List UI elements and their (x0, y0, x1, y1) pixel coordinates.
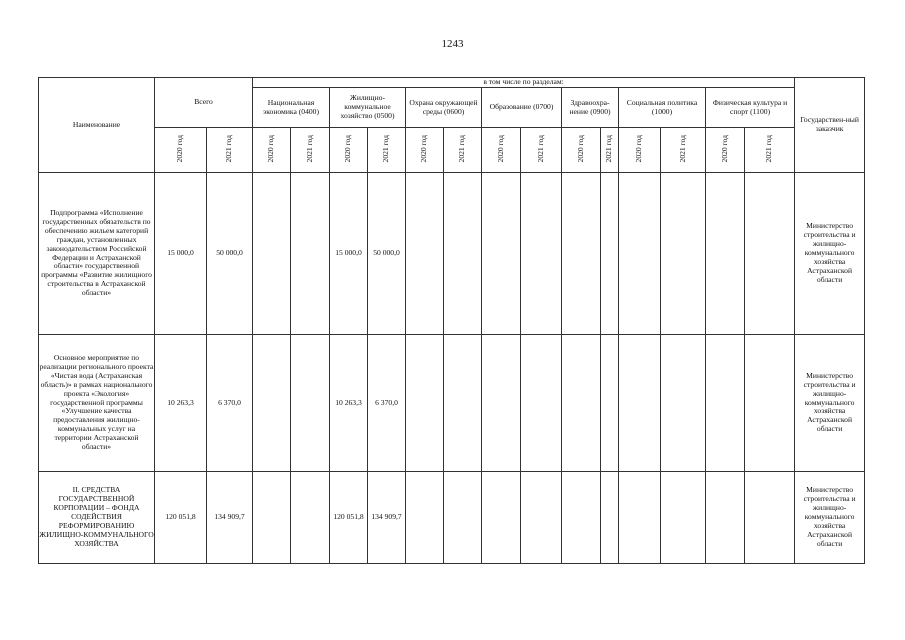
total-2020: 120 051,8 (155, 472, 207, 564)
year-label: 2021 год (764, 134, 774, 163)
total-2021: 50 000,0 (207, 173, 253, 335)
empty-cell (745, 472, 795, 564)
empty-cell (482, 335, 521, 472)
empty-cell (482, 472, 521, 564)
table-row (39, 173, 865, 335)
row-name: II. СРЕДСТВА ГОСУДАРСТВЕННОЙ КОРПОРАЦИИ – ФОНДА СОДЕЙСТВИЯ РЕФОРМИРОВАНИЮ ЖИЛИЩНО-КОММУНАЛЬНОГО ХОЗЯЙСТВА (39, 472, 155, 564)
total-2020: 15 000,0 (155, 173, 207, 335)
year-label: 2021 год (224, 134, 234, 163)
year-header (745, 128, 795, 173)
empty-cell (253, 173, 291, 335)
empty-cell (619, 335, 661, 472)
year-label: 2020 год (266, 134, 276, 163)
year-label: 2021 год (604, 134, 614, 163)
empty-cell (745, 173, 795, 335)
year-label: 2021 год (535, 134, 545, 163)
zhkh-2021: 50 000,0 (368, 173, 406, 335)
year-label: 2021 год (381, 134, 391, 163)
year-label: 2020 год (495, 134, 505, 163)
year-label: 2020 год (343, 134, 353, 163)
year-header (444, 128, 482, 173)
empty-cell (745, 335, 795, 472)
zhkh-2020: 10 263,3 (330, 335, 368, 472)
year-label: 2020 год (719, 134, 729, 163)
budget-table (38, 77, 865, 564)
empty-cell (482, 173, 521, 335)
empty-cell (601, 472, 619, 564)
header-row-1 (39, 78, 865, 88)
total-2021: 134 909,7 (207, 472, 253, 564)
empty-cell (521, 335, 562, 472)
year-header (155, 128, 207, 173)
empty-cell (661, 335, 706, 472)
empty-cell (562, 472, 601, 564)
empty-cell (444, 335, 482, 472)
section-header-0600: Охрана окружающей среды (0600) (406, 88, 482, 128)
section-header-0900: Здравоохра-нение (0900) (562, 88, 619, 128)
year-header (521, 128, 562, 173)
header-row-years (39, 128, 865, 173)
zhkh-2021: 134 909,7 (368, 472, 406, 564)
empty-cell (661, 472, 706, 564)
year-label: 2021 год (677, 134, 687, 163)
year-label: 2021 год (304, 134, 314, 163)
empty-cell (521, 472, 562, 564)
empty-cell (706, 472, 745, 564)
empty-cell (562, 335, 601, 472)
table-row (39, 472, 865, 564)
empty-cell (406, 472, 444, 564)
customer: Министерство строительства и жилищно-коммунального хозяйства Астраханской области (795, 335, 865, 472)
row-name: Подпрограмма «Исполнение государственных обязательств по обеспечению жильем категорий граждан, установленных законодательством Российской Федерации и Астраханской области» государственной программы «Развитие жилищного строительства в Астраханской области» (39, 173, 155, 335)
empty-cell (444, 472, 482, 564)
year-header (291, 128, 330, 173)
section-header-0500: Жилищно-коммунальное хозяйство (0500) (330, 88, 406, 128)
empty-cell (562, 173, 601, 335)
year-label: 2020 год (175, 134, 185, 163)
customer: Министерство строительства и жилищно-коммунального хозяйства Астраханской области (795, 173, 865, 335)
total-2021: 6 370,0 (207, 335, 253, 472)
section-header-1100: Физическая культура и спорт (1100) (706, 88, 795, 128)
year-header (253, 128, 291, 173)
empty-cell (521, 173, 562, 335)
zhkh-2021: 6 370,0 (368, 335, 406, 472)
zhkh-2020: 120 051,8 (330, 472, 368, 564)
empty-cell (253, 472, 291, 564)
page-number: 1243 (441, 38, 464, 50)
name-header: Наименование (39, 78, 155, 173)
year-label: 2020 год (634, 134, 644, 163)
year-label: 2021 год (457, 134, 467, 163)
year-header (619, 128, 661, 173)
total-header: Всего (155, 78, 253, 128)
customer-header: Государствен-ный заказчик (795, 78, 865, 173)
year-header (330, 128, 368, 173)
year-header (706, 128, 745, 173)
year-label: 2020 год (575, 134, 585, 163)
empty-cell (619, 173, 661, 335)
empty-cell (406, 335, 444, 472)
year-label: 2020 год (419, 134, 429, 163)
empty-cell (601, 335, 619, 472)
empty-cell (661, 173, 706, 335)
table-row (39, 335, 865, 472)
empty-cell (253, 335, 291, 472)
empty-cell (291, 472, 330, 564)
customer: Министерство строительства и жилищно-коммунального хозяйства Астраханской области (795, 472, 865, 564)
sections-title: в том числе по разделам: (253, 78, 795, 88)
empty-cell (706, 335, 745, 472)
section-header-0400: Национальная экономика (0400) (253, 88, 330, 128)
row-name: Основное мероприятие по реализации регионального проекта «Чистая вода (Астраханская область)» в рамках национального проекта «Экология» государственной программы «Улучшение качества предоставления жилищно-коммунальных услуг на территории Астраханской области» (39, 335, 155, 472)
section-header-0700: Образование (0700) (482, 88, 562, 128)
empty-cell (291, 173, 330, 335)
empty-cell (406, 173, 444, 335)
zhkh-2020: 15 000,0 (330, 173, 368, 335)
year-header (406, 128, 444, 173)
year-header (482, 128, 521, 173)
empty-cell (291, 335, 330, 472)
year-header (562, 128, 601, 173)
year-header (601, 128, 619, 173)
year-header (661, 128, 706, 173)
year-header (207, 128, 253, 173)
year-header (368, 128, 406, 173)
empty-cell (601, 173, 619, 335)
empty-cell (619, 472, 661, 564)
section-header-1000: Социальная политика (1000) (619, 88, 706, 128)
total-2020: 10 263,3 (155, 335, 207, 472)
empty-cell (444, 173, 482, 335)
empty-cell (706, 173, 745, 335)
